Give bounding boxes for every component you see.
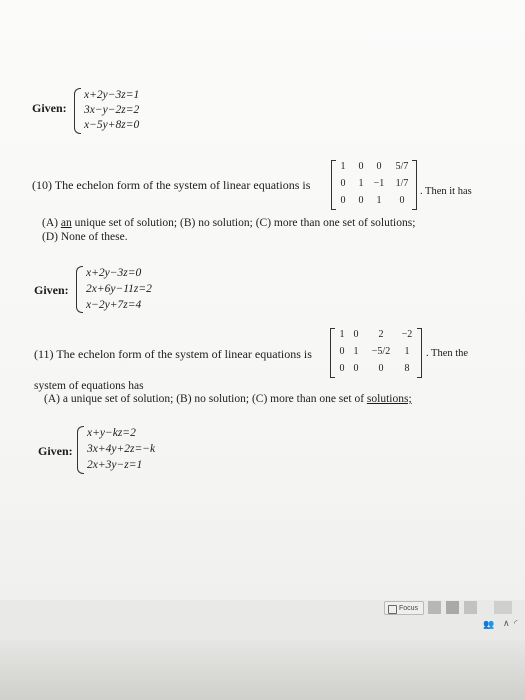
given-label-3: Given: — [38, 444, 73, 458]
equation-1-2: 3x−y−2z=2 — [84, 104, 140, 116]
tray-wifi-icon[interactable]: ◜ — [514, 618, 518, 628]
q10-m-0-0: 1 — [340, 161, 346, 172]
equation-1-1: x+2y−3z=1 — [84, 89, 140, 101]
desk-surface — [0, 640, 525, 700]
q11-options-line — [44, 393, 412, 405]
q10-m-1-2: −1 — [373, 178, 385, 189]
q11-m-0-0: 1 — [339, 329, 345, 340]
q11-opts-prefix: (A) a unique set of solution; (B) no solution; (C) more than one set of — [44, 393, 367, 405]
brace-2 — [76, 266, 83, 313]
q10-option-d: (D) None of these. — [42, 231, 128, 243]
q10-opt-a-underlined: an — [60, 217, 72, 229]
q11-suffix: . Then the — [426, 348, 469, 359]
taskbar-app-icon-3[interactable] — [464, 601, 477, 614]
q10-opt-a-prefix: (A) — [42, 217, 61, 229]
q11-m-0-2: 2 — [378, 329, 384, 340]
q11-line2: system of equations has — [34, 380, 144, 392]
taskbar-app-icon-1[interactable] — [428, 601, 441, 614]
q11-m-1-0: 0 — [339, 346, 345, 357]
taskbar-app-icon-2[interactable] — [446, 601, 459, 614]
q10-m-0-1: 0 — [358, 161, 364, 172]
q11-opts-underlined: solutions; — [366, 393, 412, 405]
brace-1 — [74, 88, 81, 134]
equation-3-1: x+y−kz=2 — [87, 427, 136, 439]
q10-matrix — [331, 160, 417, 210]
tray-chevron-up-icon[interactable]: ∧ — [503, 618, 510, 628]
q10-options-line — [42, 217, 415, 229]
equation-system-1 — [74, 88, 184, 134]
people-icon[interactable]: 👥 — [483, 619, 495, 629]
q11-m-0-3: −2 — [401, 329, 413, 340]
q10-m-1-3: 1/7 — [395, 178, 409, 189]
q11-m-2-3: 8 — [404, 363, 410, 374]
focus-button[interactable] — [384, 601, 424, 615]
focus-icon — [388, 605, 397, 614]
q10-prefix: (10) The echelon form of the system of linear equations is — [32, 178, 311, 192]
equation-system-2 — [76, 266, 186, 313]
q11-m-2-2: 0 — [378, 363, 384, 374]
equation-1-3: x−5y+8z=0 — [84, 119, 140, 131]
q10-m-0-2: 0 — [376, 161, 382, 172]
q10-m-2-2: 1 — [376, 195, 382, 206]
q11-prefix: (11) The echelon form of the system of linear equations is — [34, 347, 312, 361]
q10-m-1-1: 1 — [358, 178, 364, 189]
equation-3-2: 3x+4y+2z=−k — [87, 443, 156, 455]
q10-m-2-0: 0 — [340, 195, 346, 206]
q11-m-0-1: 0 — [353, 329, 359, 340]
q10-m-2-3: 0 — [399, 195, 405, 206]
q11-m-1-1: 1 — [353, 346, 359, 357]
brace-3 — [77, 426, 84, 474]
q10-m-1-0: 0 — [340, 178, 346, 189]
equation-2-1: x+2y−3z=0 — [86, 267, 142, 279]
q11-matrix — [330, 328, 422, 378]
q10-opt-a-rest: unique set of solution; (B) no solution; (C) more than one set of solutions; — [71, 217, 416, 229]
q11-m-2-1: 0 — [353, 363, 359, 374]
q10-m-0-3: 5/7 — [395, 161, 409, 172]
q10-suffix: . Then it has — [420, 186, 472, 197]
equation-3-3: 2x+3y−z=1 — [87, 459, 143, 471]
q11-m-2-0: 0 — [339, 363, 345, 374]
q11-m-1-2: −5/2 — [371, 346, 391, 357]
given-label-1: Given: — [32, 101, 67, 115]
equation-2-2: 2x+6y−11z=2 — [86, 283, 152, 295]
q11-m-1-3: 1 — [404, 346, 410, 357]
focus-label: Focus — [399, 605, 419, 612]
equation-system-3 — [77, 426, 187, 474]
q10-m-2-1: 0 — [358, 195, 364, 206]
taskbar-app-icon-4[interactable] — [494, 601, 512, 614]
equation-2-3: x−2y+7z=4 — [86, 299, 142, 311]
given-label-2: Given: — [34, 283, 69, 297]
